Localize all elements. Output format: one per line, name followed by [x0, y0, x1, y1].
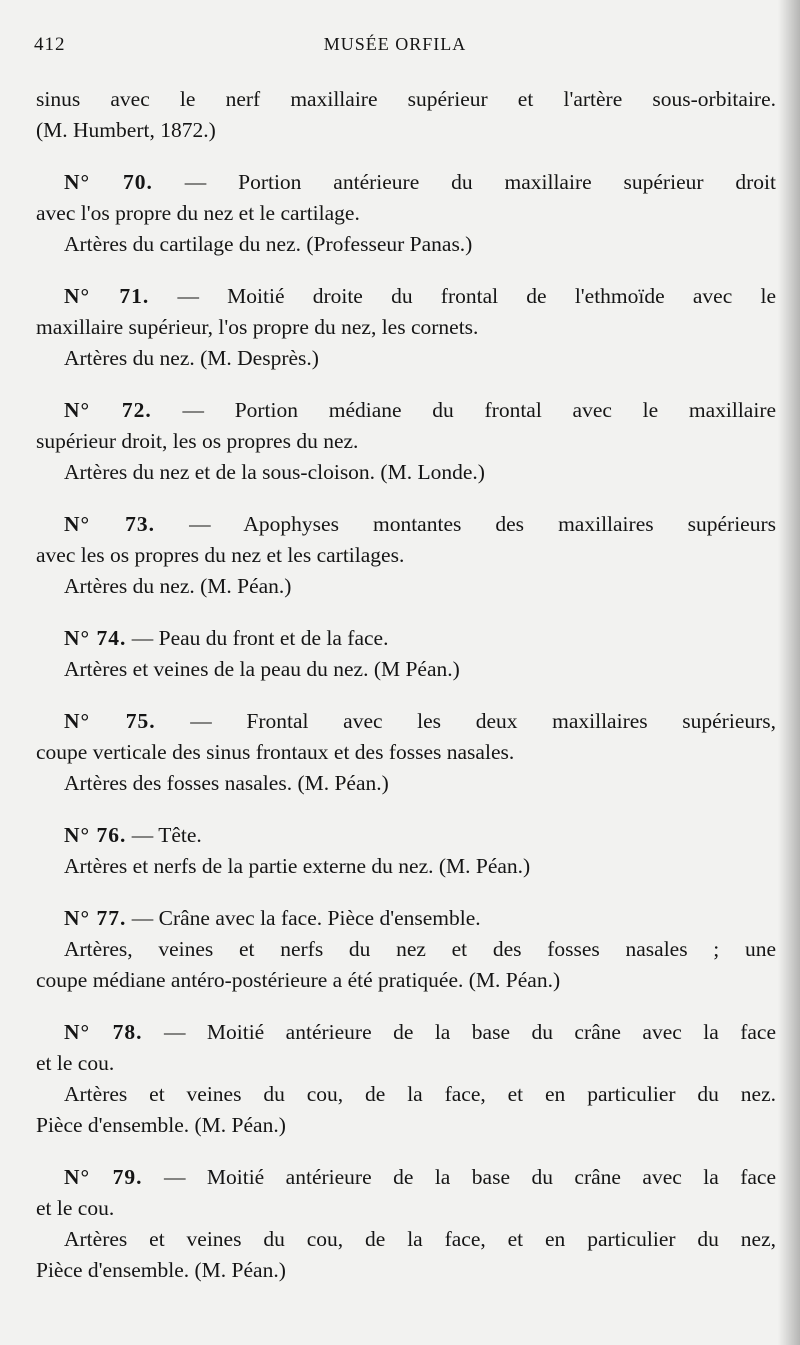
catalog-entry-73 [36, 509, 776, 602]
entry-first-line [36, 509, 776, 540]
text-line: Artères et veines du cou, de la face, et en particulier du nez. [64, 1082, 776, 1106]
text-line: sinus avec le nerf maxillaire supérieur et l'artère sous-orbitaire. [36, 87, 776, 111]
text-line: Artères et veines de la peau du nez. (M Péan.) [64, 657, 460, 681]
text-line: et le cou. [36, 1051, 115, 1075]
catalog-entry-79 [36, 1162, 776, 1286]
entry-number: N° 77. [64, 906, 127, 930]
entry-text: — Moitié antérieure de la base du crâne avec la face [163, 1020, 777, 1044]
running-title: MUSÉE ORFILA [323, 34, 467, 54]
page-header [30, 34, 760, 64]
entry-text: — Moitié droite du frontal de l'ethmoïde avec le [177, 284, 777, 308]
catalog-entry-74 [36, 623, 776, 685]
entry-first-line [36, 1162, 776, 1193]
continuation-paragraph [36, 84, 776, 146]
entry-number: N° 72. [64, 398, 152, 422]
text-line: Artères du nez. (M. Desprès.) [64, 346, 319, 370]
entry-number: N° 74. [64, 626, 127, 650]
entry-text: — Peau du front et de la face. [131, 626, 389, 650]
entry-text: — Frontal avec les deux maxillaires supérieurs, [190, 709, 777, 733]
text-line: Artères et veines du cou, de la face, et en particulier du nez, [64, 1227, 776, 1251]
entry-first-line [36, 167, 776, 198]
text-line: avec l'os propre du nez et le cartilage. [36, 201, 360, 225]
catalog-entry-71 [36, 281, 776, 374]
page-number: 412 [34, 34, 66, 55]
entry-text: — Tête. [131, 823, 202, 847]
text-line: Pièce d'ensemble. (M. Péan.) [36, 1258, 286, 1282]
entry-first-line [36, 820, 776, 851]
catalog-entry-75 [36, 706, 776, 799]
page-edge-shadow [778, 0, 800, 1345]
entry-first-line [36, 1017, 776, 1048]
text-line: Artères du nez et de la sous-cloison. (M. Londe.) [64, 460, 485, 484]
text-line: Artères et nerfs de la partie externe du nez. (M. Péan.) [64, 854, 531, 878]
catalog-entry-72 [36, 395, 776, 488]
text-line: (M. Humbert, 1872.) [36, 118, 216, 142]
text-line: Pièce d'ensemble. (M. Péan.) [36, 1113, 286, 1137]
text-line: Artères des fosses nasales. (M. Péan.) [64, 771, 389, 795]
page-body [36, 84, 776, 1286]
entry-first-line [36, 903, 776, 934]
entry-text: — Portion antérieure du maxillaire supérieur droit [184, 170, 776, 194]
entry-number: N° 70. [64, 170, 153, 194]
entry-number: N° 71. [64, 284, 150, 308]
text-line: maxillaire supérieur, l'os propre du nez, les cornets. [36, 315, 479, 339]
text-line: supérieur droit, les os propres du nez. [36, 429, 359, 453]
entry-number: N° 79. [64, 1165, 143, 1189]
entry-number: N° 73. [64, 512, 156, 536]
text-line: Artères, veines et nerfs du nez et des fosses nasales ; une [64, 937, 776, 961]
entry-number: N° 76. [64, 823, 127, 847]
text-line: Artères du cartilage du nez. (Professeur Panas.) [64, 232, 473, 256]
entry-first-line [36, 281, 776, 312]
entry-text: — Crâne avec la face. Pièce d'ensemble. [131, 906, 481, 930]
entry-first-line [36, 706, 776, 737]
text-line: Artères du nez. (M. Péan.) [64, 574, 292, 598]
text-line: avec les os propres du nez et les cartilages. [36, 543, 405, 567]
catalog-entry-77 [36, 903, 776, 996]
entry-first-line [36, 623, 776, 654]
catalog-entry-76 [36, 820, 776, 882]
entry-number: N° 75. [64, 709, 156, 733]
entry-first-line [36, 395, 776, 426]
entry-text: — Apophyses montantes des maxillaires supérieurs [189, 512, 776, 536]
text-line: et le cou. [36, 1196, 115, 1220]
entry-number: N° 78. [64, 1020, 143, 1044]
catalog-entry-70 [36, 167, 776, 260]
entry-text: — Portion médiane du frontal avec le maxillaire [182, 398, 777, 422]
text-line: coupe médiane antéro-postérieure a été pratiquée. (M. Péan.) [36, 968, 561, 992]
catalog-entry-78 [36, 1017, 776, 1141]
entry-text: — Moitié antérieure de la base du crâne avec la face [163, 1165, 777, 1189]
text-line: coupe verticale des sinus frontaux et des fosses nasales. [36, 740, 515, 764]
